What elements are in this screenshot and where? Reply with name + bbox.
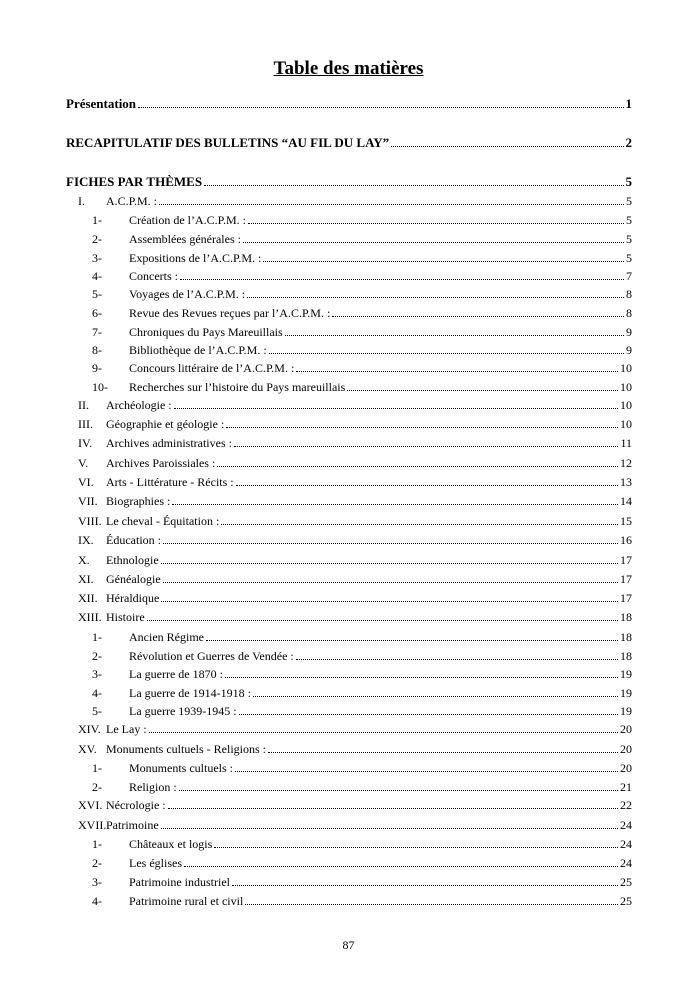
toc-entry-number: 1- — [92, 213, 102, 227]
dot-leader — [269, 352, 624, 354]
dot-leader — [234, 445, 618, 447]
toc-entry-title: Recherches sur l’histoire du Pays mareuillais — [129, 380, 346, 394]
toc-entry-number: XIII. — [78, 610, 102, 624]
toc-entry-title: Patrimoine — [106, 818, 159, 832]
toc-entry[interactable] — [66, 894, 632, 908]
toc-entry-number: II. — [78, 398, 89, 412]
dot-leader — [263, 260, 624, 262]
toc-entry[interactable] — [66, 194, 632, 208]
toc-entry[interactable] — [66, 667, 632, 681]
toc-entry[interactable] — [66, 837, 632, 851]
toc-entry[interactable] — [66, 780, 632, 794]
dot-leader — [239, 713, 618, 715]
toc-entry-page: 20 — [620, 722, 632, 736]
toc-entry-number: XVII. — [78, 818, 107, 832]
toc-entry[interactable] — [66, 494, 632, 508]
dot-leader — [248, 222, 624, 224]
toc-entry-title: Ancien Régime — [129, 630, 204, 644]
toc-entry-page: 25 — [620, 894, 632, 908]
toc-entry-number: XII. — [78, 591, 98, 605]
dot-leader — [391, 145, 623, 147]
toc-entry[interactable] — [66, 136, 632, 150]
toc-entry[interactable] — [66, 213, 632, 227]
toc-entry-number: I. — [78, 194, 85, 208]
toc-entry-page: 15 — [620, 514, 632, 528]
toc-entry-title: Religion : — [129, 780, 177, 794]
toc-entry-title: Arts - Littérature - Récits : — [106, 475, 234, 489]
toc-entry[interactable] — [66, 704, 632, 718]
toc-entry-title: Monuments cultuels - Religions : — [106, 742, 266, 756]
page-title: Table des matières — [273, 58, 424, 79]
dot-leader — [247, 296, 624, 298]
toc-entry-title: Archives Paroissiales : — [106, 456, 216, 470]
toc-entry-number: 1- — [92, 630, 102, 644]
toc-entry-number: XV. — [78, 742, 97, 756]
toc-entry-title: Monuments cultuels : — [129, 761, 233, 775]
toc-entry-number: 5- — [92, 704, 102, 718]
toc-entry-page: 14 — [620, 494, 632, 508]
dot-leader — [285, 334, 624, 336]
toc-entry-number: XVI. — [78, 798, 103, 812]
toc-entry-number: VI. — [78, 475, 94, 489]
toc-entry-number: IV. — [78, 436, 93, 450]
toc-entry-title: Patrimoine rural et civil — [129, 894, 244, 908]
dot-leader — [236, 484, 618, 486]
toc-entry-page: 1 — [625, 96, 632, 111]
toc-entry-title: Géographie et géologie : — [106, 417, 225, 431]
toc-entry-page: 8 — [626, 287, 632, 301]
toc-entry-title: Nécrologie : — [106, 798, 166, 812]
toc-entry-number: 6- — [92, 306, 102, 320]
toc-entry-title: Voyages de l’A.C.P.M. : — [129, 287, 246, 301]
toc-entry-title: Concerts : — [129, 269, 178, 283]
toc-entry-title: La guerre 1939-1945 : — [129, 704, 237, 718]
toc-entry-title: Châteaux et logis — [129, 837, 213, 851]
toc-entry-page: 2 — [625, 135, 632, 150]
toc-entry[interactable] — [66, 533, 632, 547]
toc-entry-number: 7- — [92, 325, 102, 339]
toc-entry-number: 10- — [92, 380, 108, 394]
toc-entry-title: Histoire — [106, 610, 145, 624]
toc-entry-title: Assemblées générales : — [129, 232, 241, 246]
toc-entry-page: 17 — [620, 572, 632, 586]
toc-entry-title: Biographies : — [106, 494, 171, 508]
toc-entry[interactable] — [66, 572, 632, 586]
dot-leader — [184, 865, 618, 867]
dot-leader — [168, 807, 618, 809]
toc-entry-page: 24 — [620, 818, 632, 832]
toc-entry-number: 1- — [92, 837, 102, 851]
toc-entry-page: 20 — [620, 761, 632, 775]
toc-entry-number: 2- — [92, 856, 102, 870]
toc-entry[interactable] — [66, 742, 632, 756]
toc-entry-page: 10 — [620, 380, 632, 394]
toc-entry-page: 25 — [620, 875, 632, 889]
toc-entry-page: 11 — [620, 436, 632, 450]
toc-entry-page: 8 — [626, 306, 632, 320]
toc-entry-page: 24 — [620, 837, 632, 851]
dot-leader — [347, 389, 618, 391]
toc-entry-title: La guerre de 1870 : — [129, 667, 223, 681]
toc-entry[interactable] — [66, 343, 632, 357]
toc-entry-page: 18 — [620, 649, 632, 663]
toc-entry-title: Patrimoine industriel — [129, 875, 230, 889]
toc-entry[interactable] — [66, 475, 632, 489]
toc-entry-number: XIV. — [78, 722, 101, 736]
dot-leader — [172, 503, 618, 505]
toc-entry[interactable] — [66, 232, 632, 246]
toc-entry-number: 4- — [92, 894, 102, 908]
toc-entry-number: 4- — [92, 686, 102, 700]
dot-leader — [138, 106, 623, 108]
toc-entry-page: 16 — [620, 533, 632, 547]
toc-entry-number: 1- — [92, 761, 102, 775]
toc-entry-number: 5- — [92, 287, 102, 301]
dot-leader — [268, 751, 618, 753]
dot-leader — [253, 695, 618, 697]
dot-leader — [243, 241, 624, 243]
toc-entry-title: Le cheval - Équitation : — [106, 514, 220, 528]
toc-entry-page: 21 — [620, 780, 632, 794]
toc-entry-page: 10 — [620, 417, 632, 431]
toc-entry-number: VII. — [78, 494, 98, 508]
dot-leader — [161, 562, 618, 564]
toc-entry-number: 3- — [92, 251, 102, 265]
toc-entry-title: Éducation : — [106, 533, 161, 547]
dot-leader — [221, 523, 618, 525]
toc-entry[interactable] — [66, 856, 632, 870]
toc-entry[interactable] — [66, 761, 632, 775]
dot-leader — [214, 846, 618, 848]
toc-entry-page: 12 — [620, 456, 632, 470]
toc-entry-page: 19 — [620, 704, 632, 718]
toc-entry-number: 8- — [92, 343, 102, 357]
toc-entry[interactable] — [66, 269, 632, 283]
toc-entry[interactable] — [66, 380, 632, 394]
toc-entry[interactable] — [66, 417, 632, 431]
toc-entry-title: Généalogie — [106, 572, 161, 586]
dot-leader — [206, 639, 618, 641]
toc-entry-page: 9 — [626, 325, 632, 339]
toc-entry[interactable] — [66, 630, 632, 644]
toc-entry-title: La guerre de 1914-1918 : — [129, 686, 251, 700]
toc-entry-page: 18 — [620, 630, 632, 644]
toc-entry[interactable] — [66, 251, 632, 265]
toc-entry[interactable] — [66, 553, 632, 567]
toc-entry-page: 5 — [625, 174, 632, 189]
toc-entry-number: VIII. — [78, 514, 102, 528]
toc-entry-page: 17 — [620, 553, 632, 567]
toc-entry[interactable] — [66, 456, 632, 470]
toc-entry-number: IX. — [78, 533, 94, 547]
toc-entry-page: 22 — [620, 798, 632, 812]
toc-entry[interactable] — [66, 97, 632, 111]
dot-leader — [245, 903, 618, 905]
toc-entry[interactable] — [66, 398, 632, 412]
page-number: 87 — [342, 938, 355, 952]
toc-entry[interactable] — [66, 287, 632, 301]
toc-entry[interactable] — [66, 306, 632, 320]
dot-leader — [163, 581, 618, 583]
toc-entry-title: A.C.P.M. : — [106, 194, 158, 208]
toc-entry-number: X. — [78, 553, 90, 567]
toc-entry[interactable] — [66, 818, 632, 832]
toc-entry-number: 9- — [92, 361, 102, 375]
toc-entry-number: III. — [78, 417, 93, 431]
toc-entry-page: 5 — [626, 194, 632, 208]
toc-entry-page: 10 — [620, 398, 632, 412]
toc-entry[interactable] — [66, 610, 632, 624]
toc-entry-number: 4- — [92, 269, 102, 283]
toc-entry-page: 17 — [620, 591, 632, 605]
dot-leader — [226, 426, 618, 428]
toc-entry-title: Revue des Revues reçues par l’A.C.P.M. : — [129, 306, 331, 320]
toc-entry[interactable] — [66, 798, 632, 812]
toc-entry-page: 5 — [626, 251, 632, 265]
toc-entry-title: Archéologie : — [106, 398, 172, 412]
toc-entry-number: V. — [78, 456, 89, 470]
toc-entry-title: RECAPITULATIF DES BULLETINS “AU FIL DU LAY” — [66, 135, 390, 150]
toc-entry[interactable] — [66, 436, 632, 450]
toc-entry[interactable] — [66, 649, 632, 663]
toc-entry-number: 2- — [92, 780, 102, 794]
toc-entry-title: Révolution et Guerres de Vendée : — [129, 649, 294, 663]
toc-entry-page: 19 — [620, 686, 632, 700]
toc-entry-title: Ethnologie — [106, 553, 159, 567]
toc-entry-page: 18 — [620, 610, 632, 624]
toc-entry-title: Création de l’A.C.P.M. : — [129, 213, 246, 227]
toc-entry-title: Concours littéraire de l’A.C.P.M. : — [129, 361, 295, 375]
toc-entry-number: 3- — [92, 667, 102, 681]
toc-entry-page: 5 — [626, 232, 632, 246]
dot-leader — [174, 407, 618, 409]
toc-entry-page: 20 — [620, 742, 632, 756]
toc-entry-page: 24 — [620, 856, 632, 870]
dot-leader — [332, 315, 624, 317]
dot-leader — [161, 600, 618, 602]
toc-entry-page: 13 — [620, 475, 632, 489]
toc-entry-title: Archives administratives : — [106, 436, 232, 450]
dot-leader — [180, 278, 624, 280]
toc-entry-number: 2- — [92, 232, 102, 246]
toc-entry-title: Expositions de l’A.C.P.M. : — [129, 251, 262, 265]
dot-leader — [217, 465, 618, 467]
toc-entry[interactable] — [66, 325, 632, 339]
dot-leader — [179, 789, 618, 791]
toc-entry-page: 9 — [626, 343, 632, 357]
toc-entry-title: Les églises — [129, 856, 182, 870]
toc-entry-title: Présentation — [66, 96, 137, 111]
dot-leader — [296, 658, 618, 660]
toc-entry-page: 19 — [620, 667, 632, 681]
toc-entry-title: Héraldique — [106, 591, 160, 605]
toc-entry[interactable] — [66, 875, 632, 889]
toc-entry-title: Le Lay : — [106, 722, 147, 736]
toc-entry[interactable] — [66, 514, 632, 528]
toc-entry[interactable] — [66, 361, 632, 375]
toc-entry-title: Bibliothèque de l’A.C.P.M. : — [129, 343, 267, 357]
toc-entry-title: FICHES PAR THÈMES — [66, 174, 203, 189]
toc-entry-number: 2- — [92, 649, 102, 663]
dot-leader — [235, 770, 618, 772]
dot-leader — [296, 370, 618, 372]
toc-entry-number: 3- — [92, 875, 102, 889]
dot-leader — [159, 203, 624, 205]
toc-entry-title: Chroniques du Pays Mareuillais — [129, 325, 283, 339]
dot-leader — [204, 184, 623, 186]
toc-entry-page: 5 — [626, 213, 632, 227]
toc-entry-page: 7 — [626, 269, 632, 283]
dot-leader — [147, 619, 618, 621]
toc-entry-page: 10 — [620, 361, 632, 375]
dot-leader — [161, 827, 618, 829]
dot-leader — [149, 731, 618, 733]
dot-leader — [232, 884, 618, 886]
toc-entry-number: XI. — [78, 572, 94, 586]
toc-entry[interactable] — [66, 722, 632, 736]
toc-entry[interactable] — [66, 591, 632, 605]
dot-leader — [225, 676, 618, 678]
toc-entry[interactable] — [66, 175, 632, 189]
dot-leader — [163, 542, 618, 544]
toc-entry[interactable] — [66, 686, 632, 700]
